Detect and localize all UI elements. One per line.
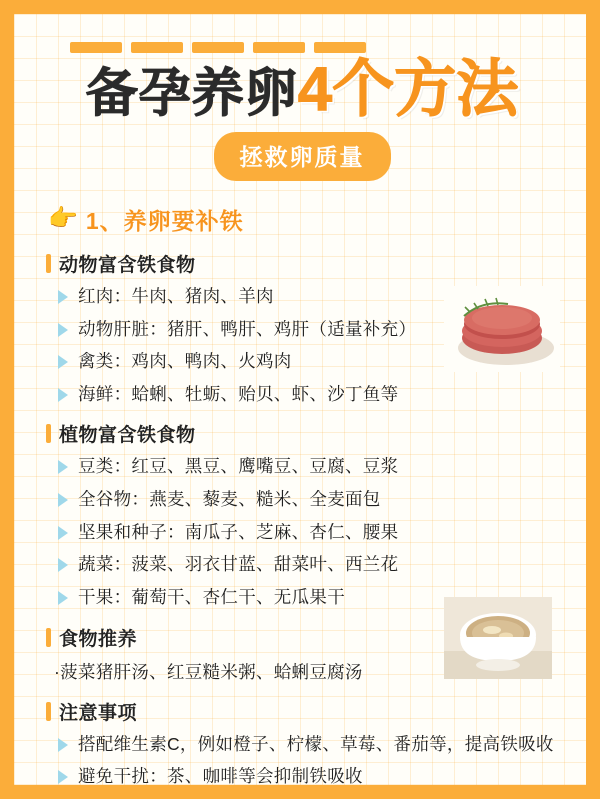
list-item — [58, 455, 560, 479]
dash-4 — [253, 42, 305, 53]
list-item — [58, 488, 560, 512]
list-item — [58, 553, 560, 577]
triangle-bullet-icon — [58, 526, 68, 540]
list-notes — [44, 733, 560, 785]
group-heading-animal — [46, 250, 560, 277]
recommend-text: ·菠菜猪肝汤、红豆糙米粥、蛤蜊豆腐汤 — [54, 661, 363, 682]
triangle-bullet-icon — [58, 493, 68, 507]
title-accent-text: 4个方法 — [297, 55, 519, 124]
heading-bar-icon — [46, 254, 51, 273]
section-heading — [48, 203, 560, 236]
dash-2 — [131, 42, 183, 53]
list-item-text: 动物肝脏：猪肝、鸭肝、鸡肝（适量补充） — [78, 318, 417, 339]
list-item-text: 干果：葡萄干、杏仁干、无瓜果干 — [78, 586, 345, 607]
list-item-text: 搭配维生素C，例如橙子、柠檬、草莓、番茄等，提高铁吸收 — [78, 733, 554, 754]
heading-bar-icon — [46, 628, 51, 647]
heading-bar-icon — [46, 702, 51, 721]
list-item — [58, 383, 560, 407]
list-item — [58, 733, 560, 757]
list-item-text: 蔬菜：菠菜、羽衣甘蓝、甜菜叶、西兰花 — [78, 554, 399, 575]
list-item-text: 全谷物：燕麦、藜麦、糙米、全麦面包 — [78, 489, 381, 510]
group-heading-plant-text: 植物富含铁食物 — [59, 425, 196, 447]
triangle-bullet-icon — [58, 591, 68, 605]
list-item-text: 豆类：红豆、黑豆、鹰嘴豆、豆腐、豆浆 — [78, 456, 399, 477]
list-item-text: 坚果和种子：南瓜子、芝麻、杏仁、腰果 — [78, 521, 399, 542]
subtitle-container — [44, 132, 560, 181]
triangle-bullet-icon — [58, 738, 68, 752]
group-heading-plant — [46, 420, 560, 447]
grid-background — [14, 14, 586, 785]
triangle-bullet-icon — [58, 460, 68, 474]
triangle-bullet-icon — [58, 355, 68, 369]
list-item — [58, 765, 560, 785]
triangle-bullet-icon — [58, 290, 68, 304]
section-heading-text: 1、养卵要补铁 — [85, 207, 244, 234]
dash-1 — [70, 42, 122, 53]
dash-5 — [314, 42, 366, 53]
heading-bar-icon — [46, 424, 51, 443]
list-item-text: 海鲜：蛤蜊、牡蛎、贻贝、虾、沙丁鱼等 — [78, 383, 399, 404]
group-heading-notes — [46, 698, 560, 725]
pointing-hand-icon: 👉 — [48, 205, 78, 233]
group-heading-animal-text: 动物富含铁食物 — [59, 254, 196, 276]
list-item — [58, 521, 560, 545]
title-dashes-decoration — [70, 42, 560, 53]
triangle-bullet-icon — [58, 323, 68, 337]
subtitle-badge: 拯救卵质量 — [214, 132, 391, 181]
list-item-text: 红肉：牛肉、猪肉、羊肉 — [78, 285, 274, 306]
triangle-bullet-icon — [58, 388, 68, 402]
list-plant-foods — [44, 455, 560, 609]
soup-bowl-image — [444, 597, 552, 679]
raw-meat-image — [444, 286, 560, 372]
triangle-bullet-icon — [58, 558, 68, 572]
triangle-bullet-icon — [58, 770, 68, 784]
dash-3 — [192, 42, 244, 53]
list-item-text: 避免干扰：茶、咖啡等会抑制铁吸收 — [78, 766, 363, 785]
group-heading-recommend-text: 食物推养 — [59, 628, 138, 650]
group-heading-notes-text: 注意事项 — [59, 702, 138, 724]
list-item-text: 禽类：鸡肉、鸭肉、火鸡肉 — [78, 351, 292, 372]
page-title — [44, 55, 560, 124]
title-main-text: 备孕养卵 — [85, 64, 298, 123]
